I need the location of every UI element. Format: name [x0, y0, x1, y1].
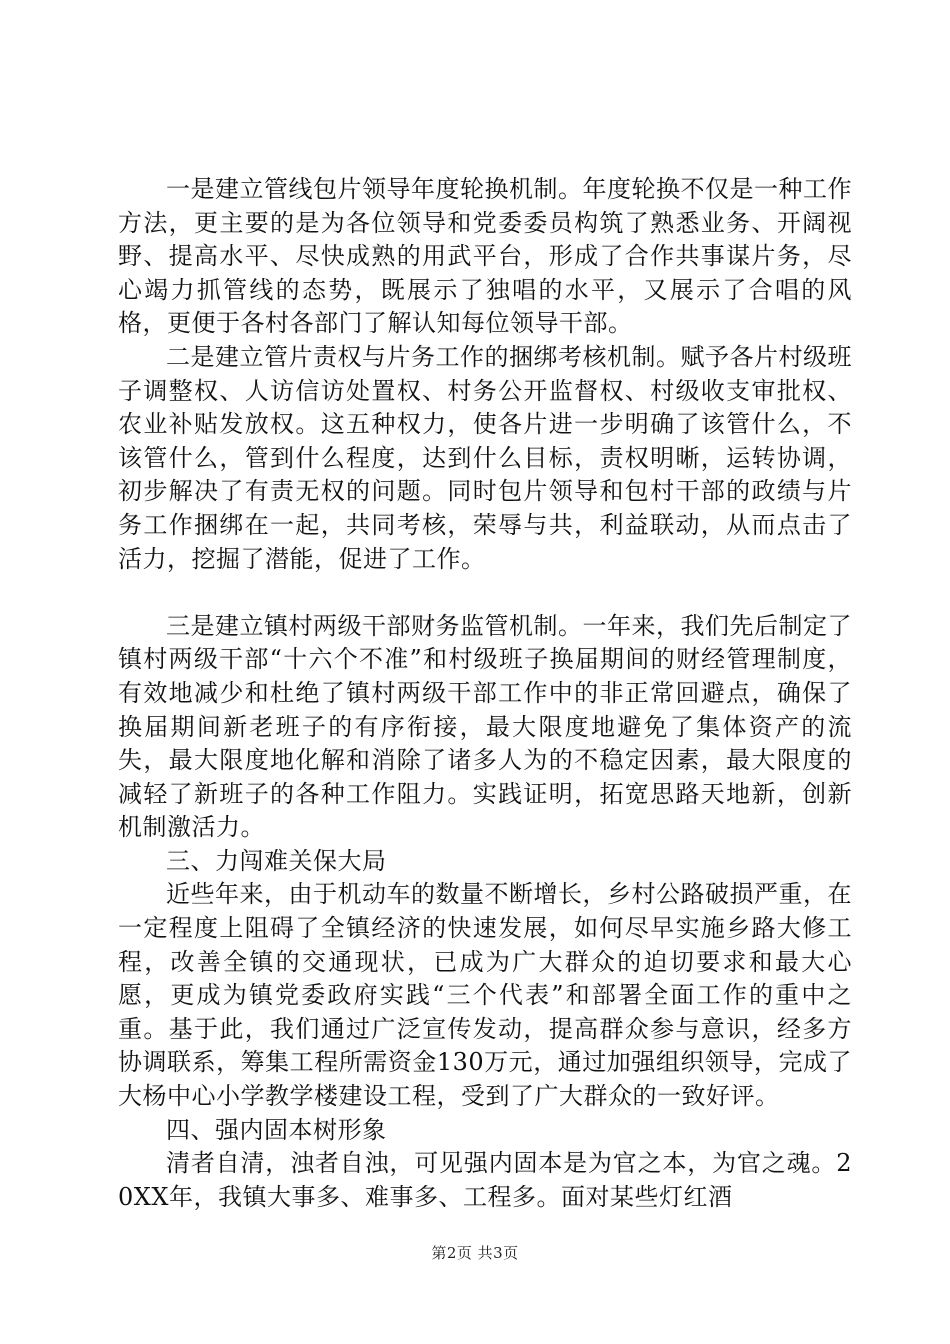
paragraph-finance-supervision: 三是建立镇村两级干部财务监管机制。一年来，我们先后制定了镇村两级干部“十六个不准”和村级班子换届期间的财经管理制度，有效地减少和杜绝了镇村两级干部工作中的非正常回避点，确保了换届期间新老班子的有序衔接，最大限度地避免了集体资产的流失，最大限度地化解和消除了诸多人为的不稳定因素，最大限度的减轻了新班子的各种工作阻力。实践证明，拓宽思路天地新，创新机制激活力。 [118, 611, 852, 842]
page-footer: 第2页 共3页 [431, 1244, 519, 1262]
paragraph-integrity: 清者自清，浊者自浊，可见强内固本是为官之本，为官之魂。20XX年，我镇大事多、难事多、工程多。面对某些灯红酒 [118, 1149, 852, 1211]
section-heading-three: 三、力闯难关保大局 [166, 846, 387, 875]
paragraph-road-project: 近些年来，由于机动车的数量不断增长，乡村公路破损严重，在一定程度上阻碍了全镇经济的快速发展，如何尽早实施乡路大修工程，改善全镇的交通现状，已成为广大群众的迫切要求和最大心愿，更成为镇党委政府实践“三个代表”和部署全面工作的重中之重。基于此，我们通过广泛宣传发动，提高群众参与意识，经多方协调联系，筹集工程所需资金130万元，通过加强组织领导，完成了大杨中心小学教学楼建设工程，受到了广大群众的一致好评。 [118, 880, 852, 1111]
paragraph-spacer [118, 576, 852, 610]
section-heading-four: 四、强内固本树形象 [166, 1115, 387, 1144]
paragraph-rotation-mechanism: 一是建立管线包片领导年度轮换机制。年度轮换不仅是一种工作方法，更主要的是为各位领导和党委委员构筑了熟悉业务、开阔视野、提高水平、尽快成熟的用武平台，形成了合作共事谋片务，尽心竭力抓管线的态势，既展示了独唱的水平，又展示了合唱的风格，更便于各村各部门了解认知每位领导干部。 [118, 175, 852, 338]
document-body [118, 173, 852, 1214]
paragraph-binding-assessment: 二是建立管片责权与片务工作的捆绑考核机制。赋予各片村级班子调整权、人访信访处置权、村务公开监督权、村级收支审批权、农业补贴发放权。这五种权力，使各片进一步明确了该管什么，不该管什么，管到什么程度，达到什么目标，责权明晰，运转协调，初步解决了有责无权的问题。同时包片领导和包村干部的政绩与片务工作捆绑在一起，共同考核，荣辱与共，利益联动，从而点击了活力，挖掘了潜能，促进了工作。 [118, 342, 852, 573]
